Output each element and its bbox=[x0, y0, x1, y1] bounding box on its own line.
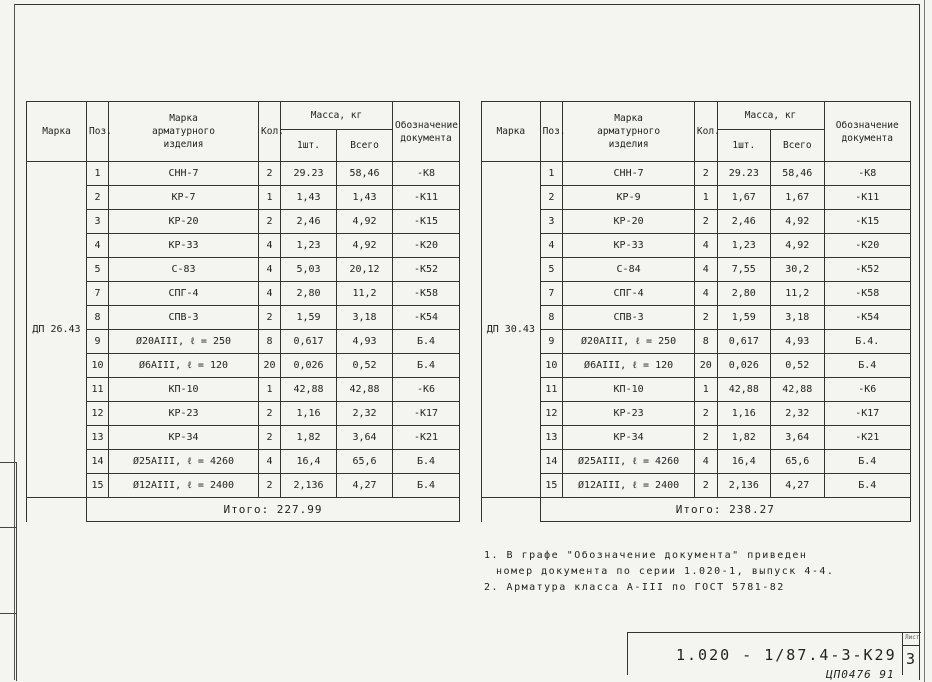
table-row bbox=[482, 402, 911, 426]
header-doc-line2: документа bbox=[400, 132, 452, 144]
cell-qty: 4 bbox=[259, 258, 281, 282]
cell-doc: Б.4 bbox=[393, 330, 460, 354]
sheet-box-divider bbox=[902, 645, 920, 646]
cell-item-name: КР-23 bbox=[563, 402, 695, 426]
table-row bbox=[482, 450, 911, 474]
cell-mass-each: 29.23 bbox=[281, 162, 337, 186]
cell-doc: -К6 bbox=[393, 378, 460, 402]
cell-pos: 4 bbox=[87, 234, 109, 258]
cell-pos: 15 bbox=[540, 474, 563, 498]
cell-pos: 4 bbox=[540, 234, 563, 258]
note-line: 2. Арматура класса А-III по ГОСТ 5781-82 bbox=[484, 582, 785, 593]
header-doc bbox=[824, 102, 910, 162]
cell-mass-total: 4,93 bbox=[771, 330, 825, 354]
header-doc-line2: документа bbox=[841, 132, 893, 144]
cell-qty: 2 bbox=[259, 162, 281, 186]
cell-doc: Б.4 bbox=[824, 450, 910, 474]
cell-item-name: Ø6АIII, ℓ = 120 bbox=[109, 354, 259, 378]
cell-doc: Б.4 bbox=[393, 474, 460, 498]
cell-qty: 2 bbox=[259, 474, 281, 498]
cell-qty: 4 bbox=[694, 234, 717, 258]
cell-mass-each: 1,16 bbox=[281, 402, 337, 426]
table-row bbox=[482, 426, 911, 450]
cell-pos: 11 bbox=[540, 378, 563, 402]
table-row bbox=[27, 450, 460, 474]
table-row bbox=[27, 354, 460, 378]
cell-item-name: Ø25АIII, ℓ = 4260 bbox=[563, 450, 695, 474]
cell-mass-total: 65,6 bbox=[771, 450, 825, 474]
sheet-box bbox=[902, 633, 921, 675]
header-pos: Поз. bbox=[540, 102, 563, 162]
header-item-mark bbox=[109, 102, 259, 162]
table-row bbox=[27, 378, 460, 402]
cell-qty: 2 bbox=[694, 474, 717, 498]
cell-mass-each: 0,617 bbox=[281, 330, 337, 354]
cell-mass-total: 11,2 bbox=[771, 282, 825, 306]
cell-mass-each: 1,23 bbox=[281, 234, 337, 258]
cell-qty: 2 bbox=[259, 426, 281, 450]
cell-pos: 3 bbox=[540, 210, 563, 234]
cell-qty: 4 bbox=[259, 282, 281, 306]
header-qty: Кол. bbox=[259, 102, 281, 162]
cell-mass-each: 16,4 bbox=[281, 450, 337, 474]
cell-doc: Б.4. bbox=[824, 330, 910, 354]
cell-qty: 4 bbox=[259, 450, 281, 474]
cell-mass-total: 42,88 bbox=[771, 378, 825, 402]
table-row bbox=[482, 474, 911, 498]
left-stamp-divider bbox=[0, 613, 16, 614]
spec-table-left bbox=[26, 101, 460, 522]
cell-mass-each: 1,82 bbox=[281, 426, 337, 450]
cell-pos: 3 bbox=[87, 210, 109, 234]
cell-pos: 11 bbox=[87, 378, 109, 402]
cell-qty: 8 bbox=[694, 330, 717, 354]
cell-item-name: КР-33 bbox=[563, 234, 695, 258]
cell-doc: -К20 bbox=[393, 234, 460, 258]
cell-doc: -К54 bbox=[393, 306, 460, 330]
cell-doc: -К15 bbox=[393, 210, 460, 234]
cell-mass-each: 29.23 bbox=[717, 162, 770, 186]
total-row bbox=[27, 498, 460, 522]
cell-doc: Б.4 bbox=[824, 474, 910, 498]
cell-pos: 8 bbox=[540, 306, 563, 330]
cell-doc: -К21 bbox=[393, 426, 460, 450]
cell-qty: 4 bbox=[259, 234, 281, 258]
cell-qty: 2 bbox=[694, 306, 717, 330]
cell-item-name: Ø20АIII, ℓ = 250 bbox=[563, 330, 695, 354]
cell-doc: -К58 bbox=[824, 282, 910, 306]
header-item-mark-line3: изделия bbox=[608, 139, 649, 150]
table-row bbox=[27, 234, 460, 258]
cell-doc: -К11 bbox=[824, 186, 910, 210]
cell-pos: 12 bbox=[540, 402, 563, 426]
cell-item-name: КП-10 bbox=[563, 378, 695, 402]
cell-pos: 1 bbox=[87, 162, 109, 186]
cell-pos: 7 bbox=[540, 282, 563, 306]
cell-item-name: Ø20АIII, ℓ = 250 bbox=[109, 330, 259, 354]
table-row bbox=[27, 402, 460, 426]
table-row bbox=[27, 186, 460, 210]
cell-qty: 8 bbox=[259, 330, 281, 354]
cell-mass-total: 42,88 bbox=[337, 378, 393, 402]
header-doc-line1: Обозначение bbox=[395, 119, 458, 131]
table-row bbox=[482, 162, 911, 186]
sheet-number: 3 bbox=[906, 650, 916, 668]
cell-pos: 14 bbox=[87, 450, 109, 474]
cell-qty: 4 bbox=[694, 282, 717, 306]
cell-mass-total: 4,93 bbox=[337, 330, 393, 354]
cell-mass-each: 1,59 bbox=[281, 306, 337, 330]
cell-pos: 14 bbox=[540, 450, 563, 474]
cell-mass-total: 4,27 bbox=[337, 474, 393, 498]
header-mark: Марка bbox=[482, 102, 541, 162]
cell-mass-each: 5,03 bbox=[281, 258, 337, 282]
cell-item-name: КП-10 bbox=[109, 378, 259, 402]
table-row bbox=[27, 306, 460, 330]
cell-item-name: СПВ-3 bbox=[563, 306, 695, 330]
frame-top-line bbox=[14, 4, 920, 5]
cell-item-name: СПВ-3 bbox=[109, 306, 259, 330]
table-row bbox=[482, 234, 911, 258]
cell-qty: 2 bbox=[694, 210, 717, 234]
cell-item-name: КР-9 bbox=[563, 186, 695, 210]
cell-mass-total: 3,64 bbox=[771, 426, 825, 450]
table-row bbox=[27, 426, 460, 450]
cell-mass-total: 58,46 bbox=[771, 162, 825, 186]
cell-mass-each: 1,43 bbox=[281, 186, 337, 210]
cell-item-name: СПГ-4 bbox=[109, 282, 259, 306]
cell-mass-each: 16,4 bbox=[717, 450, 770, 474]
cell-qty: 2 bbox=[694, 426, 717, 450]
cell-mass-total: 1,67 bbox=[771, 186, 825, 210]
cell-mass-total: 3,18 bbox=[337, 306, 393, 330]
cell-item-name: КР-34 bbox=[109, 426, 259, 450]
header-mass-each: 1шт. bbox=[717, 130, 770, 162]
cell-doc: -К15 bbox=[824, 210, 910, 234]
sheet-label: Лист bbox=[905, 634, 920, 641]
cell-pos: 9 bbox=[540, 330, 563, 354]
cell-item-name: С-83 bbox=[109, 258, 259, 282]
cell-item-name: КР-20 bbox=[109, 210, 259, 234]
cell-doc: -К6 bbox=[824, 378, 910, 402]
cell-pos: 10 bbox=[87, 354, 109, 378]
cell-pos: 2 bbox=[87, 186, 109, 210]
header-mark: Марка bbox=[27, 102, 87, 162]
table-row bbox=[482, 330, 911, 354]
cell-item-name: С-84 bbox=[563, 258, 695, 282]
cell-mass-total: 3,18 bbox=[771, 306, 825, 330]
cell-pos: 15 bbox=[87, 474, 109, 498]
header-item-mark-line2: арматурного bbox=[597, 126, 661, 137]
cell-pos: 1 bbox=[540, 162, 563, 186]
cell-mass-total: 20,12 bbox=[337, 258, 393, 282]
cell-qty: 1 bbox=[259, 378, 281, 402]
cell-qty: 2 bbox=[259, 210, 281, 234]
cell-item-name: СПГ-4 bbox=[563, 282, 695, 306]
cell-mass-each: 0,026 bbox=[717, 354, 770, 378]
cell-mass-total: 3,64 bbox=[337, 426, 393, 450]
grand-total: Итого: 227.99 bbox=[87, 498, 460, 522]
grand-total: Итого: 238.27 bbox=[540, 498, 910, 522]
cell-doc: Б.4 bbox=[393, 354, 460, 378]
cell-mass-each: 2,136 bbox=[717, 474, 770, 498]
header-mass: Масса, кг bbox=[281, 102, 393, 130]
cell-mass-each: 2,80 bbox=[281, 282, 337, 306]
cell-pos: 9 bbox=[87, 330, 109, 354]
cell-mass-each: 2,136 bbox=[281, 474, 337, 498]
header-item-mark-line1: Марка bbox=[169, 113, 198, 124]
total-row-blank bbox=[482, 498, 541, 522]
cell-doc: -К20 bbox=[824, 234, 910, 258]
header-pos: Поз. bbox=[87, 102, 109, 162]
cell-doc: -К8 bbox=[393, 162, 460, 186]
cell-item-name: Ø12АIII, ℓ = 2400 bbox=[563, 474, 695, 498]
table-row bbox=[27, 258, 460, 282]
cell-pos: 5 bbox=[540, 258, 563, 282]
product-mark: ДП 30.43 bbox=[482, 162, 541, 498]
cell-doc: -К58 bbox=[393, 282, 460, 306]
table-row bbox=[27, 162, 460, 186]
cell-mass-each: 0,026 bbox=[281, 354, 337, 378]
cell-qty: 2 bbox=[259, 402, 281, 426]
cell-mass-each: 1,82 bbox=[717, 426, 770, 450]
header-mass-each: 1шт. bbox=[281, 130, 337, 162]
header-doc bbox=[393, 102, 460, 162]
cell-qty: 2 bbox=[694, 162, 717, 186]
cell-mass-each: 0,617 bbox=[717, 330, 770, 354]
header-qty: Кол. bbox=[694, 102, 717, 162]
cell-item-name: СНН-7 bbox=[109, 162, 259, 186]
header-item-mark-line2: арматурного bbox=[152, 126, 215, 137]
cell-item-name: КР-33 bbox=[109, 234, 259, 258]
cell-doc: Б.4 bbox=[393, 450, 460, 474]
table-row bbox=[482, 378, 911, 402]
header-item-mark bbox=[563, 102, 695, 162]
cell-qty: 2 bbox=[694, 402, 717, 426]
table-row bbox=[27, 210, 460, 234]
cell-doc: -К17 bbox=[393, 402, 460, 426]
cell-mass-each: 42,88 bbox=[281, 378, 337, 402]
product-mark: ДП 26.43 bbox=[27, 162, 87, 498]
cell-mass-each: 7,55 bbox=[717, 258, 770, 282]
cell-mass-total: 4,92 bbox=[337, 234, 393, 258]
left-stamp-divider bbox=[0, 527, 16, 528]
cell-doc: -К52 bbox=[824, 258, 910, 282]
cell-pos: 8 bbox=[87, 306, 109, 330]
cell-qty: 1 bbox=[694, 378, 717, 402]
cell-doc: -К54 bbox=[824, 306, 910, 330]
cell-item-name: КР-7 bbox=[109, 186, 259, 210]
cell-item-name: КР-23 bbox=[109, 402, 259, 426]
edge-line bbox=[924, 0, 925, 682]
cell-mass-total: 4,92 bbox=[771, 234, 825, 258]
total-row-blank bbox=[27, 498, 87, 522]
notes-block bbox=[484, 548, 834, 596]
cell-mass-each: 2,46 bbox=[717, 210, 770, 234]
cell-mass-total: 11,2 bbox=[337, 282, 393, 306]
table-row bbox=[482, 210, 911, 234]
cell-pos: 5 bbox=[87, 258, 109, 282]
total-row bbox=[482, 498, 911, 522]
cell-mass-total: 4,92 bbox=[771, 210, 825, 234]
cell-pos: 7 bbox=[87, 282, 109, 306]
cell-qty: 1 bbox=[694, 186, 717, 210]
cell-pos: 13 bbox=[540, 426, 563, 450]
cell-item-name: Ø6АIII, ℓ = 120 bbox=[563, 354, 695, 378]
table-row bbox=[27, 330, 460, 354]
table-row bbox=[27, 282, 460, 306]
cell-mass-each: 2,80 bbox=[717, 282, 770, 306]
cell-doc: -К52 bbox=[393, 258, 460, 282]
cell-mass-total: 4,92 bbox=[337, 210, 393, 234]
cell-mass-total: 65,6 bbox=[337, 450, 393, 474]
cell-doc: -К17 bbox=[824, 402, 910, 426]
cell-doc: -К11 bbox=[393, 186, 460, 210]
cell-pos: 13 bbox=[87, 426, 109, 450]
table-row bbox=[482, 306, 911, 330]
note-line: номер документа по серии 1.020-1, выпуск 4-4. bbox=[496, 566, 835, 577]
cell-qty: 1 bbox=[259, 186, 281, 210]
header-doc-line1: Обозначение bbox=[835, 119, 899, 131]
cell-mass-total: 30,2 bbox=[771, 258, 825, 282]
cell-qty: 4 bbox=[694, 450, 717, 474]
cell-mass-total: 1,43 bbox=[337, 186, 393, 210]
cell-doc: -К8 bbox=[824, 162, 910, 186]
header-mass: Масса, кг bbox=[717, 102, 824, 130]
cell-qty: 4 bbox=[694, 258, 717, 282]
cell-mass-total: 0,52 bbox=[337, 354, 393, 378]
cell-mass-total: 2,32 bbox=[337, 402, 393, 426]
cell-item-name: Ø12АIII, ℓ = 2400 bbox=[109, 474, 259, 498]
cell-pos: 2 bbox=[540, 186, 563, 210]
cell-item-name: КР-20 bbox=[563, 210, 695, 234]
cell-mass-each: 2,46 bbox=[281, 210, 337, 234]
cell-qty: 20 bbox=[694, 354, 717, 378]
cell-item-name: СНН-7 bbox=[563, 162, 695, 186]
cell-mass-total: 0,52 bbox=[771, 354, 825, 378]
cell-doc: Б.4 bbox=[824, 354, 910, 378]
note-line: 1. В графе "Обозначение документа" приведен bbox=[484, 550, 808, 561]
header-mass-total: Всего bbox=[771, 130, 825, 162]
cell-pos: 12 bbox=[87, 402, 109, 426]
archive-code: ЦП0476 91 bbox=[826, 668, 895, 681]
spec-table-right bbox=[481, 101, 911, 522]
cell-mass-each: 1,23 bbox=[717, 234, 770, 258]
table-row bbox=[482, 258, 911, 282]
cell-qty: 2 bbox=[259, 306, 281, 330]
cell-item-name: КР-34 bbox=[563, 426, 695, 450]
cell-mass-each: 1,67 bbox=[717, 186, 770, 210]
cell-qty: 20 bbox=[259, 354, 281, 378]
cell-mass-each: 1,59 bbox=[717, 306, 770, 330]
header-item-mark-line1: Марка bbox=[614, 113, 643, 124]
cell-mass-total: 58,46 bbox=[337, 162, 393, 186]
cell-mass-each: 42,88 bbox=[717, 378, 770, 402]
header-mass-total: Всего bbox=[337, 130, 393, 162]
document-code: 1.020 - 1/87.4-3-К29 bbox=[676, 646, 897, 664]
cell-mass-each: 1,16 bbox=[717, 402, 770, 426]
table-row bbox=[482, 186, 911, 210]
cell-mass-total: 4,27 bbox=[771, 474, 825, 498]
cell-mass-total: 2,32 bbox=[771, 402, 825, 426]
table-row bbox=[482, 282, 911, 306]
cell-item-name: Ø25АIII, ℓ = 4260 bbox=[109, 450, 259, 474]
cell-doc: -К21 bbox=[824, 426, 910, 450]
cell-pos: 10 bbox=[540, 354, 563, 378]
header-item-mark-line3: изделия bbox=[163, 139, 204, 150]
left-margin-stamp bbox=[0, 462, 17, 681]
table-row bbox=[27, 474, 460, 498]
table-row bbox=[482, 354, 911, 378]
frame-right-line bbox=[919, 4, 920, 680]
